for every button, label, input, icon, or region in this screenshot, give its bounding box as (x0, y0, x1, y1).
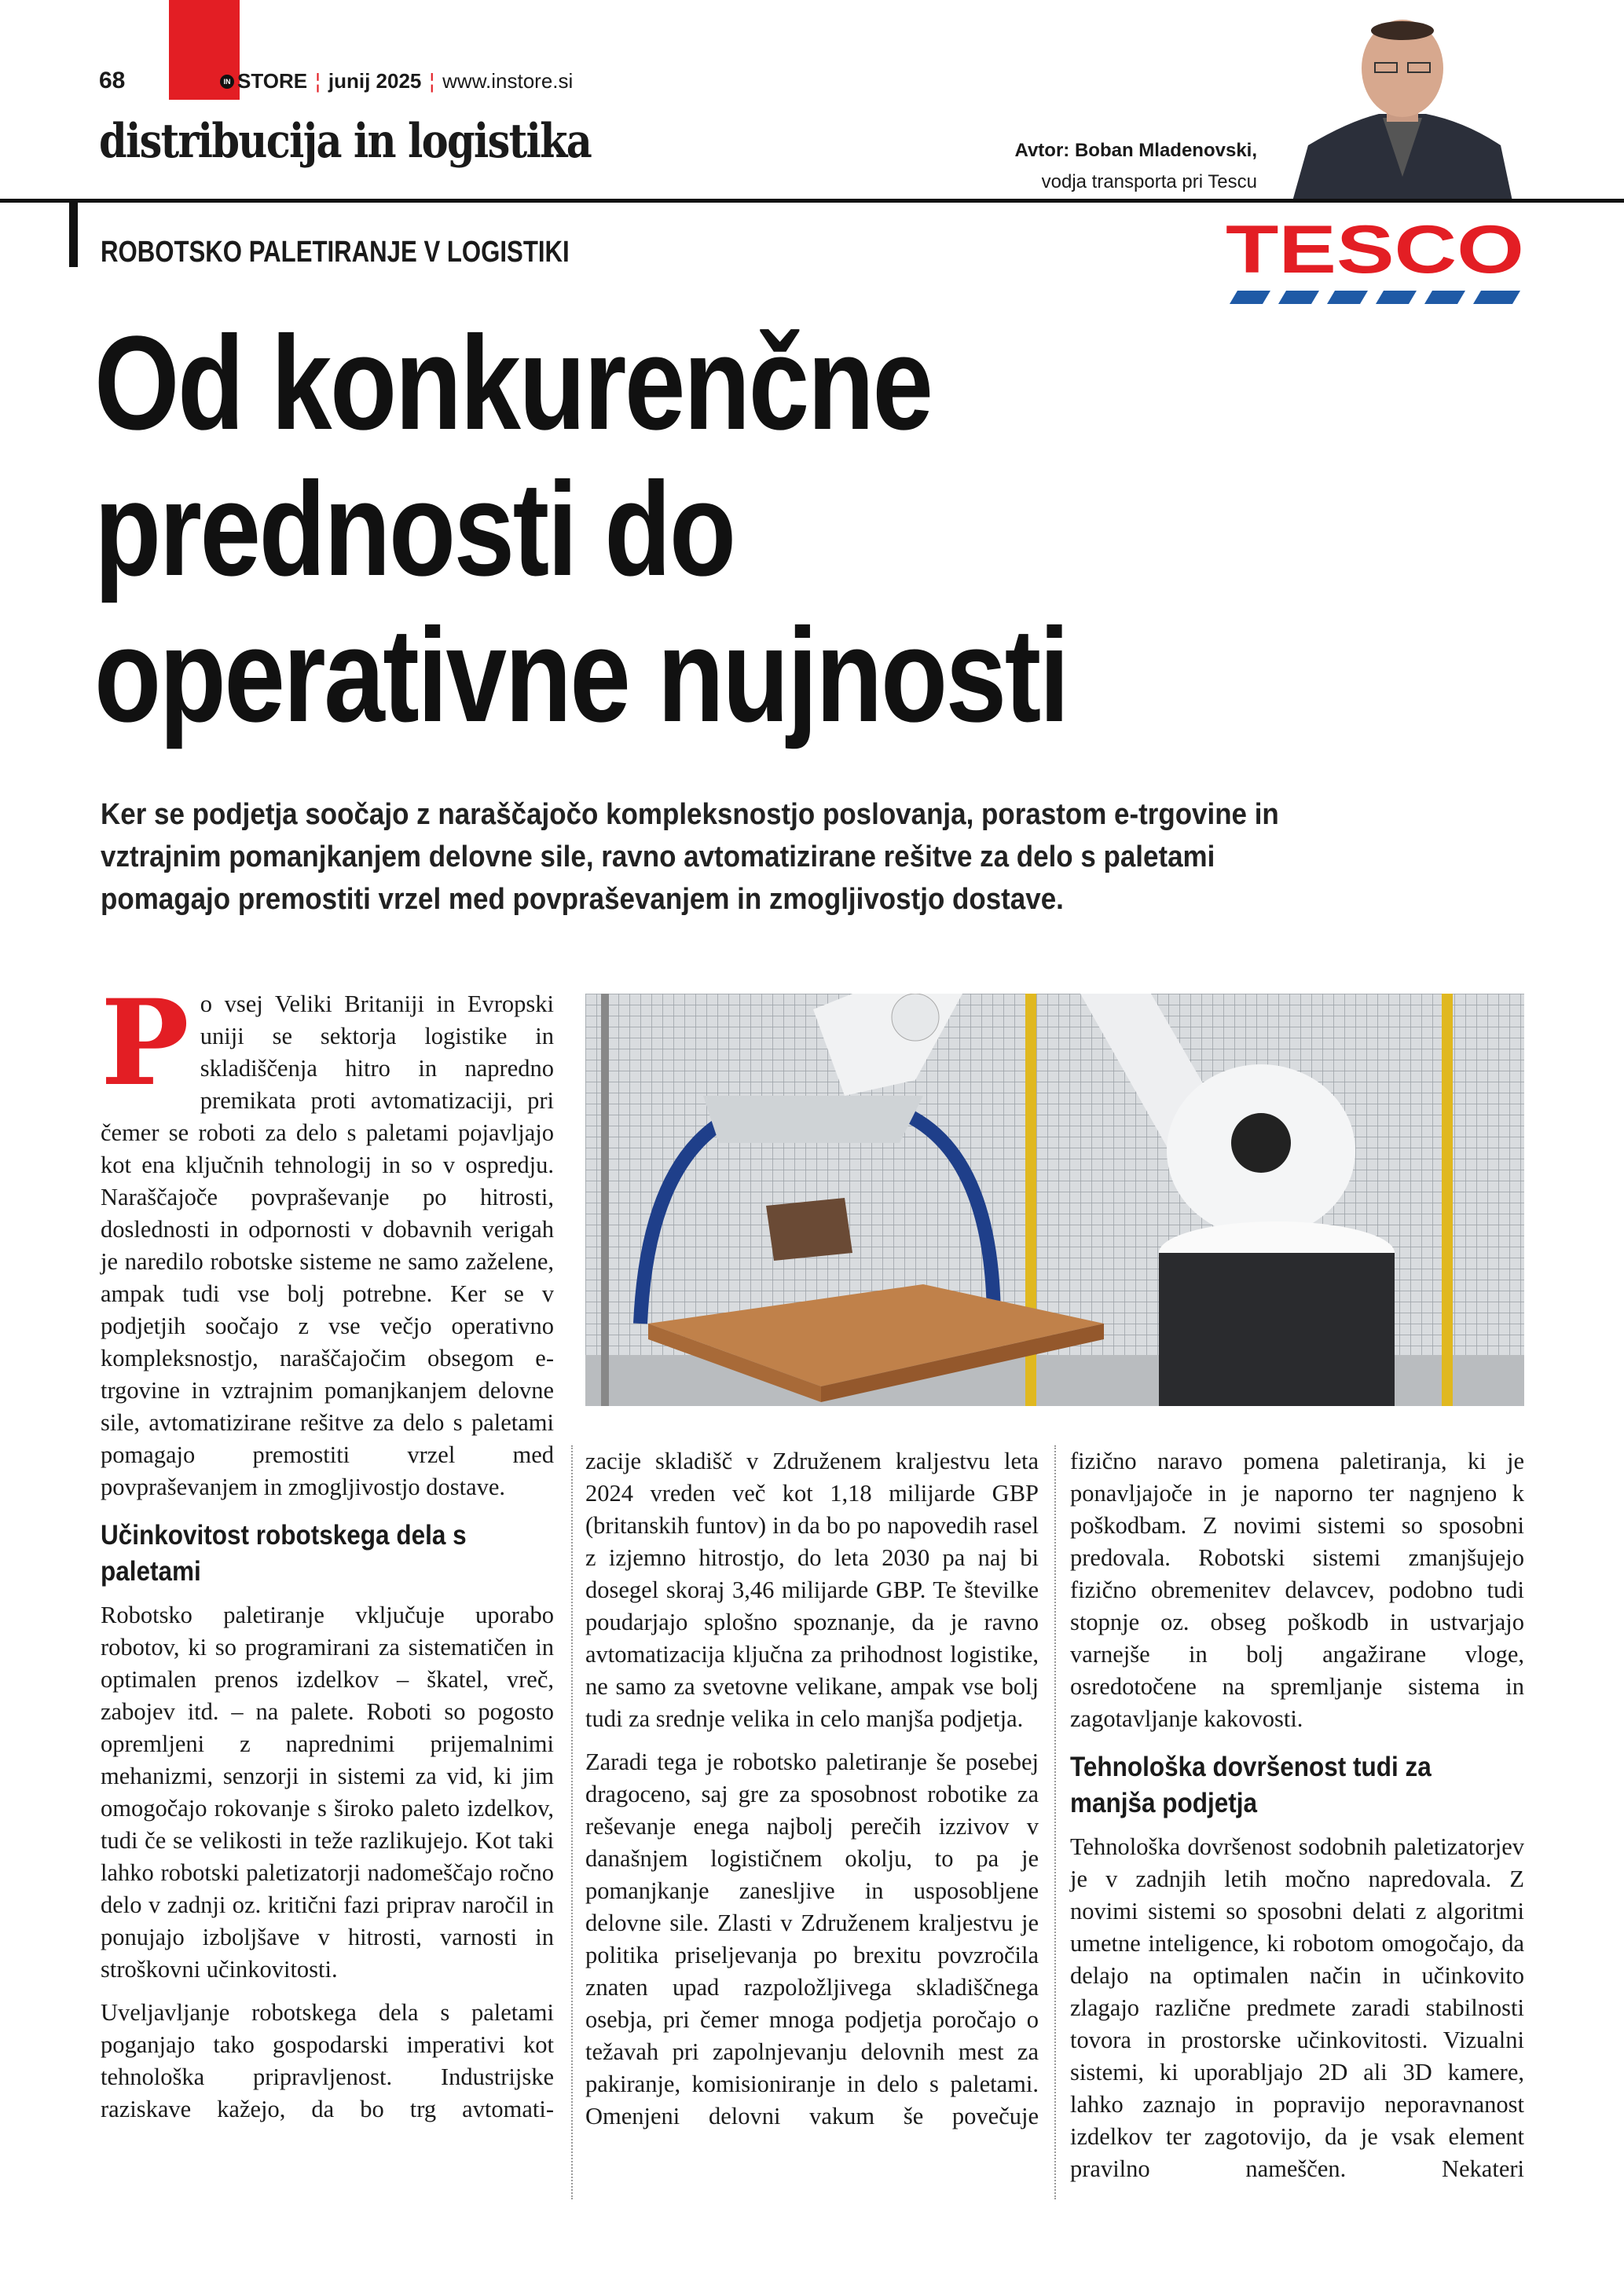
intro-text: o vsej Veliki Britaniji in Evropski uniji se sektorja logistike in skladiščenja hitro in napredno premikata proti avtomatizaciji, pri čemer se roboti za delo s paletami pojavljajo kot ena ključnih tehnologij in so v ospredju. Naraščajoče povpraševanje po hitrosti, doslednosti in odpornosti v dobavnih verigah je naredilo robotske sisteme ne samo zaželene, ampak tudi vse bolj potrebne. Ker se v podjetjih soočajo z vse večjo operativno kompleksnostjo, naraščajočim obsegom e-trgovine in vztrajnim pomanjkanjem delovne sile, avtomatizirane rešitve za delo s paletami pomagajo premostiti vrzel med povpraševanjem in zmogljivostjo dostave. (101, 991, 554, 1500)
column-2 (585, 1445, 1039, 2144)
column-1 (101, 974, 554, 2137)
article-title (94, 310, 1068, 749)
paragraph: Zaradi tega je robotsko paletiranje še posebej dragoceno, saj gre za sposobnost robotike za reševanje enega najbolj perečih izzivov v današnjem logističnem okolju, to pa je pomanjkanje zanesljive in usposobljene delovne sile. Zlasti v Združenem kraljestvu je politika priseljevanja po brexitu povzročila znaten upad razpoložljivega skladiščnega osebja, pri čemer mnoga podjetja poročajo o težavah pri zapolnjevanju delovnih mest za pakiranje, komisioniranje in delo s paletami. Omenjeni delovni vakum še povečuje (585, 1749, 1039, 2129)
column-3 (1070, 1445, 1524, 2196)
drop-cap: P (101, 974, 189, 1112)
section-title: distribucija in logistika (99, 114, 592, 169)
logo-in-badge: IN (220, 75, 234, 89)
masthead (220, 69, 573, 93)
svg-text:TESCO: TESCO (1226, 216, 1524, 287)
subheading: Učinkovitost robotskega dela s paletami (101, 1520, 467, 1587)
separator: ¦ (429, 69, 435, 93)
author-byline (1015, 135, 1257, 198)
author-name: Avtor: Boban Mladenovski, (1014, 140, 1257, 161)
column-divider (571, 1445, 573, 2199)
kicker-bar (69, 200, 78, 267)
tesco-logo (1222, 216, 1528, 306)
instore-logo (220, 69, 307, 93)
paragraph: Uveljavljanje robotskega dela s paletami poganjajo tako gospodarski imperativi kot tehnološka pripravljenost. Industrijske raziskave kažejo, da bo trg avtomati- (101, 1999, 554, 2122)
issue-date: junij 2025 (328, 69, 422, 93)
separator: ¦ (315, 69, 321, 93)
author-role: vodja transporta pri Tescu (1041, 171, 1257, 192)
logo-text: STORE (237, 69, 308, 93)
website-link[interactable]: www.instore.si (442, 69, 574, 93)
author-photo (1277, 20, 1528, 201)
subheading: Tehnološka dovršenost tudi za manjša podjetja (1070, 1752, 1432, 1818)
title-line: prednosti do (94, 455, 735, 604)
kicker: ROBOTSKO PALETIRANJE V LOGISTIKI (101, 236, 570, 269)
paragraph: zacije skladišč v Združenem kraljestvu leta 2024 vreden več kot 1,18 milijarde GBP (britanskih funtov) in da bo po napovedih rasel z izjemno hitrostjo, do leta 2030 pa naj bi dosegel skoraj 3,46 milijarde GBP. Te številke poudarjajo splošno spoznanje, da je ravno avtomatizacija ključna za prihodnost logistike, ne samo za svetovne velikane, ampak vse bolj tudi za srednje velika in celo manjša podjetja. (585, 1448, 1039, 1732)
page-number: 68 (99, 68, 126, 93)
robot-palletizer-photo (585, 994, 1524, 1406)
paragraph: Tehnološka dovršenost sodobnih paletizatorjev je v zadnjih letih močno napredovala. Z novimi sistemi so sposobni delati z algoritmi umetne inteligence, ki robotom omogočajo, da delajo na optimalen način in učinkovito zlagajo različne predmete zaradi stabilnosti tovora in prostorske učinkovitosti. Vizualni sistemi, ki uporabljajo 2D ali 3D kamere, lahko zaznajo in popravijo neporavnanost izdelkov ter zagotovijo, da je vsak element pravilno nameščen. Nekateri (1070, 1833, 1524, 2182)
paragraph: Robotsko paletiranje vključuje uporabo robotov, ki so programirani za sistematičen in optimalen prenos izdelkov – škatel, vreč, zabojev itd. – na palete. Roboti so pogosto opremljeni z naprednimi prijemalnimi mehanizmi, senzorji in sistemi za vid, ki jim omogočajo rokovanje s široko paleto izdelkov, tudi če se velikosti in teže razlikujejo. Kot taki lahko robotski paletizatorji nadomeščajo ročno delo v zadnji oz. kritični fazi priprav naročil in ponujajo izboljšave v hitrosti, varnosti in stroškovni učinkovitosti. (101, 1602, 554, 1983)
title-line: operativne nujnosti (94, 601, 1068, 750)
intro-paragraph (101, 974, 554, 1503)
column-divider (1054, 1445, 1056, 2199)
title-line: Od konkurenčne (94, 309, 932, 458)
paragraph: fizično naravo pomena paletiranja, ki je ponavljajoče in je naporno ter nagnjeno k poškodbam. Z novimi sistemi so sposobni predovala. Robotski sistemi zmanjšujejo fizično obremenitev delavcev, podobno tudi stopnje oz. obseg poškodb in ustvarjajo varnejše in bolj angažirane vloge, osredotočene na spremljanje sistema in zagotavljanje kakovosti. (1070, 1448, 1524, 1732)
header-rule (0, 199, 1624, 203)
article-lede: Ker se podjetja soočajo z naraščajočo kompleksnostjo poslovanja, porastom e-trgovine in vztrajnim pomanjkanjem delovne sile, ravno avtomatizirane rešitve za delo s paletami pomagajo premostiti vrzel med povpraševanjem in zmogljivostjo dostave. (101, 798, 1279, 916)
